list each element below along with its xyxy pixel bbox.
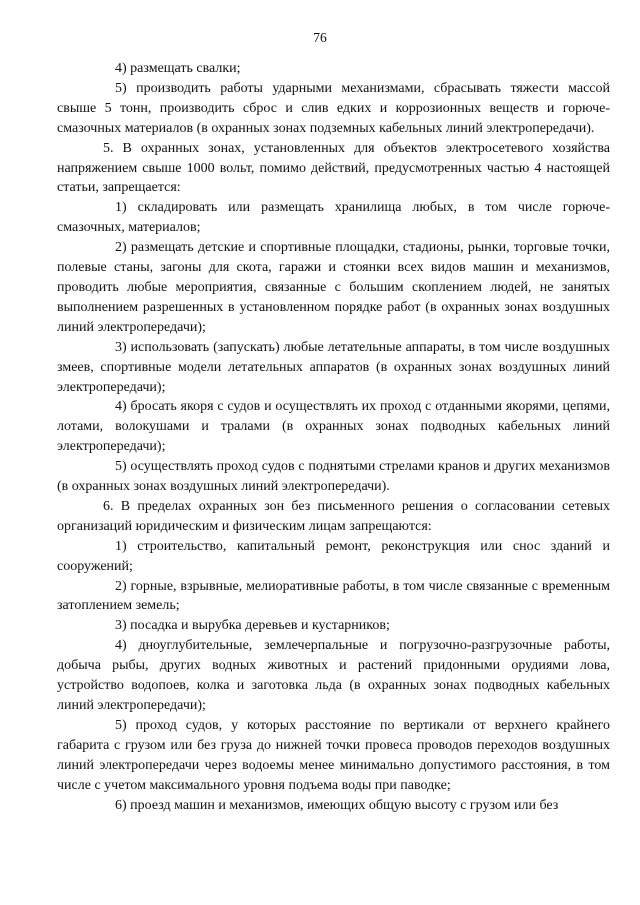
list-item: 3) использовать (запускать) любые летательные аппараты, в том числе воздушных змеев, спортивные модели летательных аппаратов (в охранных зонах воздушных линий электропередачи); <box>57 339 610 395</box>
list-item: 1) складировать или размещать хранилища любых, в том числе горюче-смазочных, материалов; <box>57 200 610 236</box>
list-item: 4) бросать якоря с судов и осуществлять их проход с отданными якорями, цепями, лотами, волокушами и тралами (в охранных зонах подводных кабельных линий электропередачи); <box>57 399 610 455</box>
paragraph-part-6: 6. В пределах охранных зон без письменного решения о согласовании сетевых организаций юридическим и физическим лицам запрещаются: <box>57 498 610 534</box>
list-item: 5) проход судов, у которых расстояние по вертикали от верхнего крайнего габарита с грузом или без груза до нижней точки провеса проводов переходов воздушных линий электропередачи через водоемы менее минимально допустимого расстояния, в том числе с учетом максимального уровня подъема воды при паводке; <box>57 717 610 793</box>
list-item: 5) осуществлять проход судов с поднятыми стрелами кранов и других механизмов (в охранных зонах воздушных линий электропередачи). <box>57 459 610 495</box>
list-item: 4) дноуглубительные, землечерпальные и погрузочно-разгрузочные работы, добыча рыбы, других водных животных и растений придонными орудиями лова, устройство водопоев, колка и заготовка льда (в охранных зонах подводных кабельных линий электропередачи); <box>57 638 610 713</box>
list-item: 4) размещать свалки; <box>115 61 241 76</box>
paragraph-part-5: 5. В охранных зонах, установленных для объектов электросетевого хозяйства напряжением свыше 1000 вольт, помимо действий, предусмотренных частью 4 настоящей статьи, запрещается: <box>57 140 610 196</box>
list-item: 5) производить работы ударными механизмами, сбрасывать тяжести массой свыше 5 тонн, производить сброс и слив едких и коррозионных веществ и горюче-смазочных материалов (в охранных зонах подземных кабельных линий электропередачи). <box>57 80 610 136</box>
list-item: 2) размещать детские и спортивные площадки, стадионы, рынки, торговые точки, полевые станы, загоны для скота, гаражи и стоянки всех видов машин и механизмов, проводить любые мероприятия, связанные с большим скоплением людей, не занятых выполнением разрешенных в установленном порядке работ (в охранных зонах воздушных линий электропередачи); <box>57 240 610 335</box>
list-item: 2) горные, взрывные, мелиоративные работы, в том числе связанные с временным затоплением земель; <box>57 578 610 614</box>
list-item: 1) строительство, капитальный ремонт, реконструкция или снос зданий и сооружений; <box>57 538 610 574</box>
document-body <box>57 59 610 815</box>
list-item: 6) проезд машин и механизмов, имеющих общую высоту с грузом или без <box>115 797 559 813</box>
page-number: 76 <box>313 30 327 45</box>
list-item: 3) посадка и вырубка деревьев и кустарников; <box>115 618 390 634</box>
